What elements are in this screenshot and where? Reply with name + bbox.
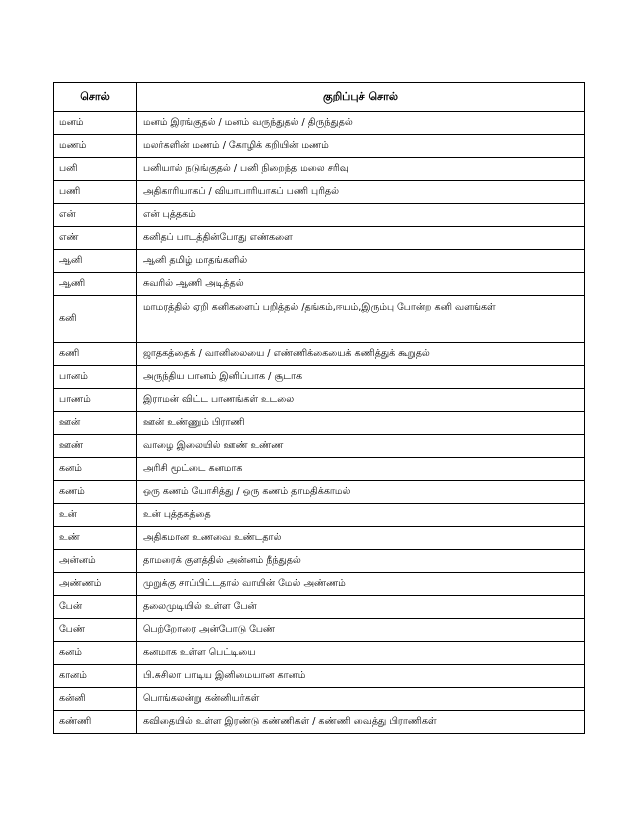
table-row [54, 642, 585, 665]
table-row [54, 389, 585, 412]
word-cell: கனம் [54, 458, 137, 481]
table-row [54, 688, 585, 711]
meaning-cell: பொங்கலன்று கன்னியர்கள் [137, 688, 585, 711]
meaning-cell: அருந்திய பானம் இனிப்பாக / சூடாக [137, 366, 585, 389]
word-cell: என் [54, 204, 137, 227]
meaning-cell: வாழை இலையில் ஊண் உண்ண [137, 435, 585, 458]
word-cell: கன்னி [54, 688, 137, 711]
word-cell: ஊண் [54, 435, 137, 458]
word-cell: கண்ணி [54, 711, 137, 734]
table-row [54, 550, 585, 573]
meaning-cell: சுவரில் ஆணி அடித்தல் [137, 273, 585, 296]
meaning-cell: அதிகமான உணவை உண்டதால் [137, 527, 585, 550]
word-cell: ஆணி [54, 273, 137, 296]
table-row [54, 458, 585, 481]
meaning-cell: இராமன் விட்ட பாணங்கள் உடலை [137, 389, 585, 412]
meaning-cell: மாமரத்தில் ஏறி கனிகளைப் பறித்தல் /தங்கம்,ஈயம்,இரும்பு போன்ற கனி வளங்கள் [137, 296, 585, 343]
word-cell: அண்ணம் [54, 573, 137, 596]
word-cell: பானம் [54, 366, 137, 389]
word-cell: பேன் [54, 596, 137, 619]
meaning-cell: தலைமுடியில் உள்ள பேன் [137, 596, 585, 619]
header-hint: குறிப்புச் சொல் [137, 83, 585, 112]
table-row [54, 573, 585, 596]
table-row [54, 250, 585, 273]
meaning-cell: பெற்றோரை அன்போடு பேண் [137, 619, 585, 642]
word-cell: பாணம் [54, 389, 137, 412]
table-row [54, 596, 585, 619]
table-row [54, 412, 585, 435]
meaning-cell: என் புத்தகம் [137, 204, 585, 227]
meaning-cell: அரிசி மூட்டை கனமாக [137, 458, 585, 481]
table-row [54, 273, 585, 296]
word-cell: பணி [54, 181, 137, 204]
meaning-cell: உன் புத்தகத்தை [137, 504, 585, 527]
table-header-row [54, 83, 585, 112]
word-cell: கணி [54, 343, 137, 366]
table-row [54, 135, 585, 158]
table-row [54, 227, 585, 250]
meaning-cell: ஊன் உண்ணும் பிராணி [137, 412, 585, 435]
table-row [54, 435, 585, 458]
table-row [54, 619, 585, 642]
table-row [54, 112, 585, 135]
table-row [54, 343, 585, 366]
word-cell: உன் [54, 504, 137, 527]
word-cell: ஊன் [54, 412, 137, 435]
word-cell: கானம் [54, 665, 137, 688]
table-row [54, 481, 585, 504]
word-cell: கணம் [54, 481, 137, 504]
table-row [54, 366, 585, 389]
word-cell: ஆனி [54, 250, 137, 273]
word-table [53, 82, 585, 734]
word-cell: கனி [54, 296, 137, 343]
word-cell: மனம் [54, 112, 137, 135]
table-row [54, 527, 585, 550]
table-row [54, 296, 585, 343]
meaning-cell: மனம் இரங்குதல் / மனம் வருந்துதல் / திருந்துதல் [137, 112, 585, 135]
meaning-cell: கனமாக உள்ள பெட்டியை [137, 642, 585, 665]
table-row [54, 711, 585, 734]
meaning-cell: பி.சுசிலா பாடிய இனிமையான கானம் [137, 665, 585, 688]
meaning-cell: ஆனி தமிழ் மாதங்களில் [137, 250, 585, 273]
word-cell: எண் [54, 227, 137, 250]
table-row [54, 665, 585, 688]
table-row [54, 204, 585, 227]
meaning-cell: ஒரு கணம் யோசித்து / ஒரு கணம் தாமதிக்காமல் [137, 481, 585, 504]
word-cell: மணம் [54, 135, 137, 158]
word-cell: கனம் [54, 642, 137, 665]
word-cell: பேண் [54, 619, 137, 642]
table-row [54, 181, 585, 204]
table-row [54, 504, 585, 527]
table-row [54, 158, 585, 181]
word-cell: பனி [54, 158, 137, 181]
word-cell: உண் [54, 527, 137, 550]
meaning-cell: கனிதப் பாடத்தின்போது எண்களை [137, 227, 585, 250]
word-cell: அன்னம் [54, 550, 137, 573]
meaning-cell: மலர்களின் மணம் / கோழிக் கறியின் மணம் [137, 135, 585, 158]
table-body [54, 112, 585, 734]
header-word: சொல் [54, 83, 137, 112]
meaning-cell: அதிகாரியாகப் / வியாபாரியாகப் பணி புரிதல் [137, 181, 585, 204]
meaning-cell: ஜாதகத்தைக் / வானிலையை / எண்ணிக்கையைக் கணித்துக் கூறுதல் [137, 343, 585, 366]
meaning-cell: கவிதையில் உள்ள இரண்டு கண்ணிகள் / கண்ணி வைத்து பிராணிகள் [137, 711, 585, 734]
meaning-cell: முறுக்கு சாப்பிட்டதால் வாயின் மேல் அண்ணம் [137, 573, 585, 596]
meaning-cell: பனியால் நடுங்குதல் / பனி நிறைந்த மலை சரிவு [137, 158, 585, 181]
meaning-cell: தாமரைக் குளத்தில் அன்னம் நீந்துதல் [137, 550, 585, 573]
